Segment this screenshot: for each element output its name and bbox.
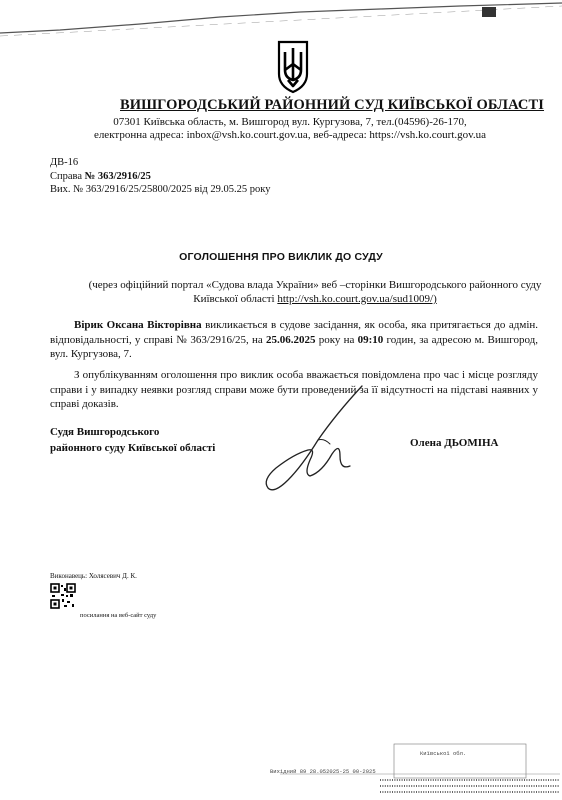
case-reference	[50, 171, 151, 182]
case-number: № 363/2916/25	[84, 171, 151, 182]
court-contacts: електронна адреса: inbox@vsh.ko.court.gov.ua, веб-адреса: https://vsh.ko.court.gov.ua	[93, 129, 487, 141]
outgoing-number: Вих. № 363/2916/25/25800/2025 від 29.05.25 року	[50, 184, 271, 195]
court-portal-link[interactable]: http://vsh.ko.court.gov.ua/sud1009/)	[277, 293, 437, 305]
handwritten-signature	[240, 380, 390, 500]
summons-text-c: годин, за адресою м. Вишгород, вул. Кургузова, 7.	[50, 333, 538, 360]
scan-edge-artifact	[0, 0, 562, 40]
consequence-text: З опублікуванням оголошення про виклик особа вважається повідомлена про час і місце розгляду справи і у випадку неявки розгляд справи може бути проведений за її відсутності на підставі наявних у справі доказів.	[50, 369, 538, 410]
notice-subtitle	[80, 278, 550, 306]
court-address: 07301 Київська область, м. Вишгород вул. Кургузова, 7, тел.(04596)-26-170,	[113, 116, 467, 128]
coat-of-arms-icon	[276, 40, 310, 94]
summons-text-b: року на	[315, 333, 358, 346]
judge-title-line-2: районного суду Київської області	[50, 442, 216, 454]
notice-title: ОГОЛОШЕННЯ ПРО ВИКЛИК ДО СУДУ	[179, 251, 383, 263]
person-name: Вірик Оксана Вікторівна	[74, 319, 202, 331]
qr-caption: посилання на веб-сайт суду	[80, 612, 157, 619]
subtitle-text: (через офіційний портал «Судова влада України» веб –сторінки Вишгородського районного суду Київської області	[88, 279, 542, 305]
summons-paragraph	[50, 318, 538, 362]
summons-text-a: викликається в судове засідання, як особа, яка притягається до адмін. відповідальності, у справі № 363/2916/25, на	[50, 319, 539, 346]
judge-title-line-1: Судя Вишгородського	[50, 426, 160, 438]
judge-title	[50, 424, 215, 456]
stamp-line-2: Київської обл.	[420, 750, 467, 757]
form-code: ДВ-16	[50, 157, 79, 168]
judge-name: Олена ДЬОМІНА	[410, 437, 499, 449]
executor-name: Виконавець: Холясевич Д. К.	[50, 572, 137, 580]
hearing-date: 25.06.2025	[265, 333, 316, 346]
stamp-line-1: Вихідний 89 28.052025-25 00-2025	[270, 768, 376, 775]
hearing-time: 09:10	[357, 333, 384, 346]
case-label: Справа	[50, 171, 83, 182]
court-name: ВИШГОРОДСЬКИЙ РАЙОННИЙ СУД КИЇВСЬКОЇ ОБЛАСТІ	[120, 97, 545, 113]
qr-code-icon[interactable]	[50, 583, 76, 609]
